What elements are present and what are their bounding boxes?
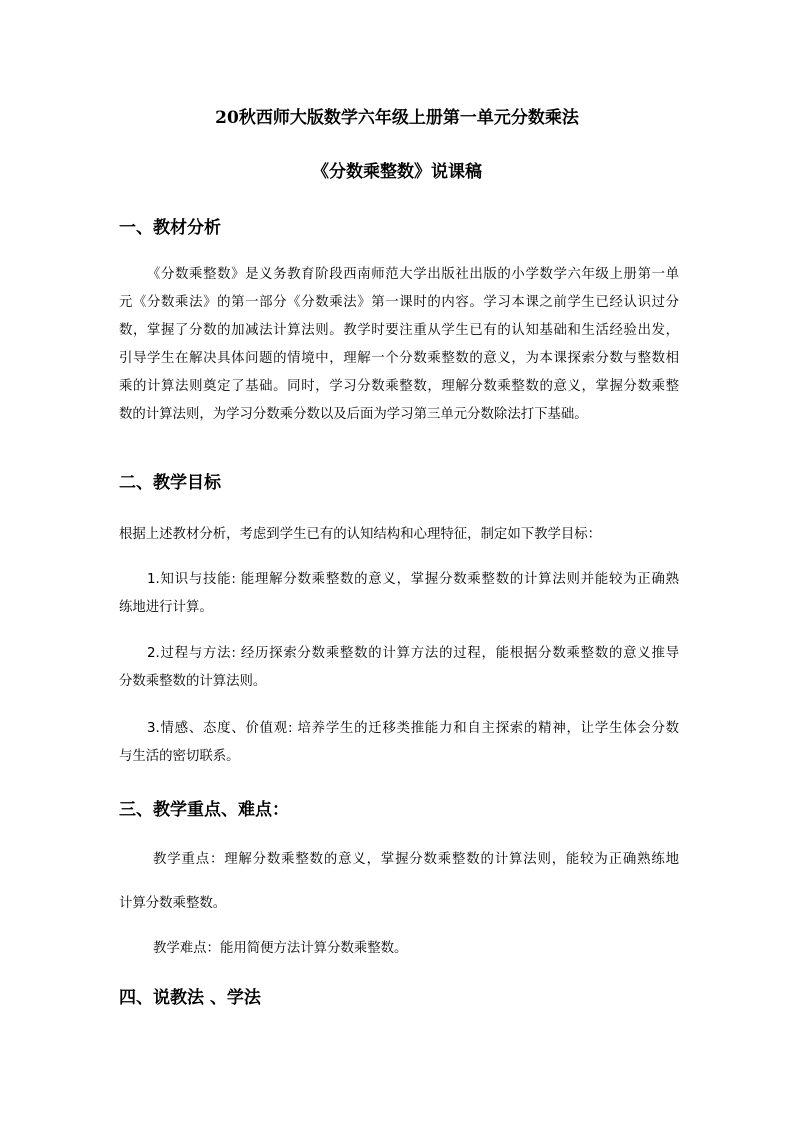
section1-line: 数，掌握了分数的加减法计算法则。教学时要注重从学生已有的认知基础和生活经验出发， [119, 323, 679, 338]
section3-heading: 三、教学重点、难点： [119, 800, 289, 820]
goal-item [119, 720, 679, 766]
goal-line: 练地进行计算。 [119, 600, 213, 615]
document-title-line1: 20秋西师大版数学六年级上册第一单元分数乘法 [215, 108, 579, 128]
goal-line: 分数乘整数的计算法则。 [119, 674, 267, 689]
section1-paragraph [119, 266, 679, 424]
key-point-line: 教学重点：理解分数乘整数的意义，掌握分数乘整数的计算法则，能较为正确熟练地 [153, 852, 679, 867]
key-point-line: 计算分数乘整数。 [119, 896, 227, 911]
document-title-line2: 《分数乘整数》说课稿 [312, 162, 482, 182]
section1-heading: 一、教材分析 [119, 218, 221, 238]
difficult-point: 教学难点：能用简便方法计算分数乘整数。 [153, 941, 408, 956]
section1-line: 乘的计算法则奠定了基础。同时，学习分数乘整数，理解分数乘整数的意义，掌握分数乘整 [119, 379, 679, 394]
goal-line: 与生活的密切联系。 [119, 749, 240, 764]
section4-heading: 四、说教法 、学法 [119, 988, 261, 1008]
section2-heading: 二、教学目标 [119, 473, 221, 493]
key-point [119, 851, 679, 913]
goal-item [119, 571, 679, 617]
goal-line: 1.知识与技能: 能理解分数乘整数的意义，掌握分数乘整数的计算法则并能较为正确熟 [147, 572, 679, 587]
section1-line: 《分数乘整数》是义务教育阶段西南师范大学出版社出版的小学数学六年级上册第一单 [147, 267, 679, 282]
section1-line: 引导学生在解决具体问题的情境中，理解一个分数乘整数的意义，为本课探索分数与整数相 [119, 351, 679, 366]
goal-item [119, 645, 679, 691]
goal-line: 2.过程与方法: 经历探索分数乘整数的计算方法的过程，能根据分数乘整数的意义推导 [147, 646, 679, 661]
goal-line: 3.情感、态度、价值观: 培养学生的迁移类推能力和自主探索的精神，让学生体会分数 [147, 721, 679, 736]
section1-line: 元《分数乘法》的第一部分《分数乘法》第一课时的内容。学习本课之前学生已经认识过分 [119, 295, 679, 310]
section1-line: 数的计算法则，为学习分数乘分数以及后面为学习第三单元分数除法打下基础。 [119, 407, 588, 422]
section2-intro: 根据上述教材分析，考虑到学生已有的认知结构和心理特征，制定如下教学目标： [119, 527, 602, 542]
